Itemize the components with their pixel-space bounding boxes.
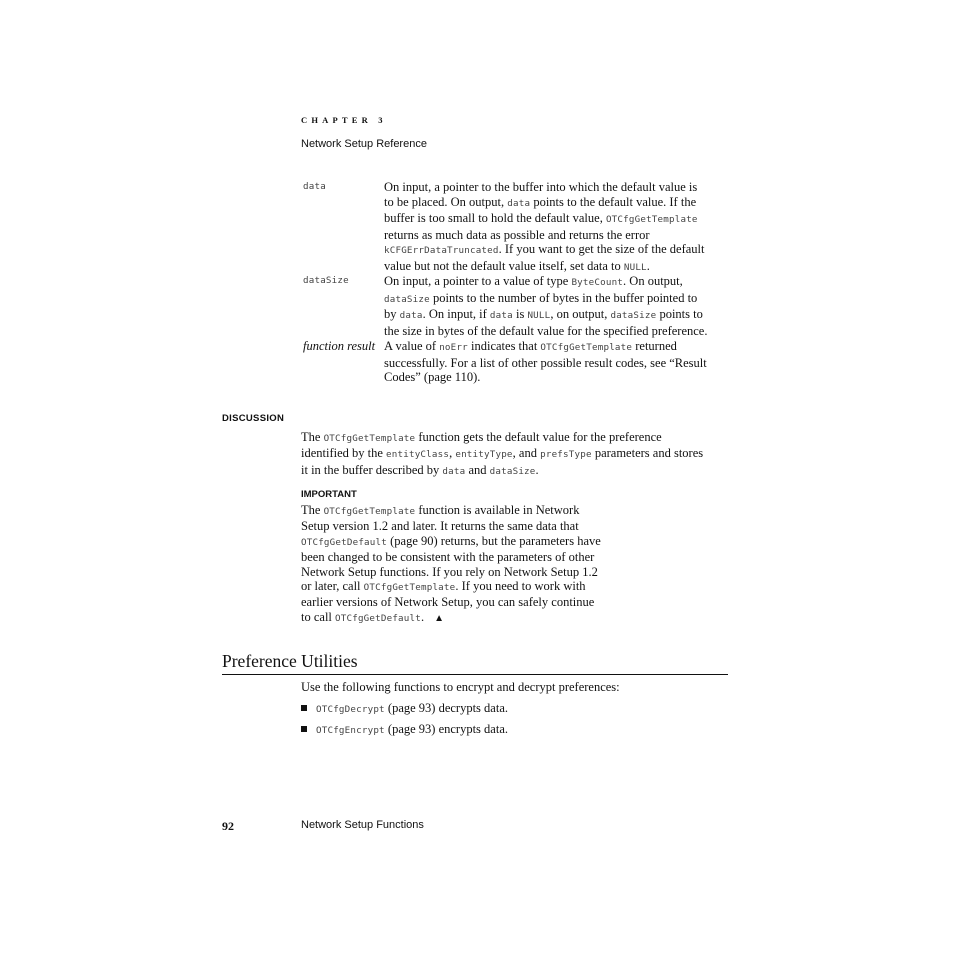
code-term: ByteCount	[571, 277, 624, 288]
code-term: OTCfgGetTemplate	[323, 433, 416, 444]
text-line: Network Setup functions. If you rely on Network Setup 1.2	[301, 564, 598, 579]
important-label: IMPORTANT	[301, 489, 357, 500]
text-line: returns as much data as possible and returns the error	[384, 227, 650, 242]
text-line: A value of noErr indicates that OTCfgGetTemplate returned	[384, 339, 677, 353]
code-term: data	[489, 310, 513, 322]
code-term: OTCfgGetDefault	[335, 612, 421, 624]
text-line: to call OTCfgGetDefault. ▲	[301, 609, 445, 624]
text-line: dataSize points to the number of bytes in the buffer pointed to	[384, 290, 698, 305]
code-term: OTCfgGetTemplate	[605, 214, 698, 226]
code-term: entityType	[455, 449, 513, 461]
code-term: entityClass	[386, 449, 450, 461]
code-term: OTCfgGetTemplate	[540, 342, 633, 353]
section-title: Preference Utilities	[222, 651, 358, 671]
code-term: kCFGErrDataTruncated	[384, 245, 499, 257]
section-rule	[222, 674, 728, 675]
code-term: OTCfgGetTemplate	[323, 506, 416, 517]
code-term: NULL	[623, 261, 647, 273]
text-line: identified by the entityClass, entityType, and prefsType parameters and stores	[301, 446, 704, 461]
list-item	[301, 701, 508, 716]
important-body	[301, 503, 631, 626]
text-line: it in the buffer described by data and dataSize.	[301, 462, 539, 477]
code-term: dataSize	[384, 293, 430, 305]
chapter-label: CHAPTER 3	[301, 115, 387, 125]
code-term: data	[399, 310, 423, 322]
param-desc-datasize	[384, 274, 730, 338]
code-term: OTCfgDecrypt	[316, 704, 385, 715]
discussion-body	[301, 430, 731, 479]
param-desc-data	[384, 180, 730, 276]
text-line: the size in bytes of the default value for the specified preference.	[384, 323, 708, 338]
footer-title: Network Setup Functions	[301, 819, 424, 831]
param-name-datasize: dataSize	[303, 275, 349, 286]
list-item-text: OTCfgEncrypt (page 93) encrypts data.	[316, 722, 508, 736]
text-line: successfully. For a list of other possible result codes, see “Result	[384, 355, 707, 370]
discussion-label: DISCUSSION	[222, 413, 285, 424]
list-item-text: OTCfgDecrypt (page 93) decrypts data.	[316, 701, 508, 715]
code-term: prefsType	[540, 449, 592, 461]
code-term: OTCfgGetTemplate	[363, 582, 456, 594]
text-line: Setup version 1.2 and later. It returns the same data that	[301, 519, 579, 534]
text-line: or later, call OTCfgGetTemplate. If you need to work with	[301, 579, 586, 594]
text-line: earlier versions of Network Setup, you can safely continue	[301, 595, 595, 610]
text-line: to be placed. On output, data points to the default value. If the	[384, 194, 697, 209]
list-item	[301, 722, 508, 737]
page-number: 92	[222, 819, 234, 833]
param-name-data: data	[303, 181, 326, 192]
code-term: OTCfgEncrypt	[316, 725, 385, 736]
text-line: Codes” (page 110).	[384, 370, 481, 385]
text-line: buffer is too small to hold the default value, OTCfgGetTemplate	[384, 211, 698, 226]
bullet-square-icon	[301, 705, 307, 711]
code-term: NULL	[527, 310, 551, 322]
bullet-square-icon	[301, 726, 307, 732]
code-term: dataSize	[489, 465, 536, 477]
code-term: noErr	[439, 342, 468, 353]
code-term: OTCfgGetDefault	[301, 536, 387, 548]
running-title: Network Setup Reference	[301, 138, 427, 150]
param-desc-function-result	[384, 339, 730, 385]
text-line: The OTCfgGetTemplate function is available in Network	[301, 503, 580, 517]
code-term: data	[507, 197, 531, 209]
text-line: by data. On input, if data is NULL, on output, dataSize points to	[384, 307, 703, 322]
text-line: On input, a pointer to a value of type ByteCount. On output,	[384, 274, 683, 288]
text-line: OTCfgGetDefault (page 90) returns, but the parameters have	[301, 533, 601, 548]
code-term: dataSize	[610, 310, 657, 322]
text-line: On input, a pointer to the buffer into which the default value is	[384, 180, 698, 194]
end-triangle-icon: ▲	[434, 612, 445, 624]
text-line: value but not the default value itself, set data to NULL.	[384, 258, 650, 273]
text-line: been changed to be consistent with the parameters of other	[301, 550, 595, 565]
section-intro: Use the following functions to encrypt and decrypt preferences:	[301, 680, 620, 694]
param-name-function-result: function result	[303, 339, 376, 353]
code-term: data	[442, 465, 466, 477]
text-line: The OTCfgGetTemplate function gets the default value for the preference	[301, 430, 662, 444]
text-line: kCFGErrDataTruncated. If you want to get the size of the default	[384, 242, 705, 257]
